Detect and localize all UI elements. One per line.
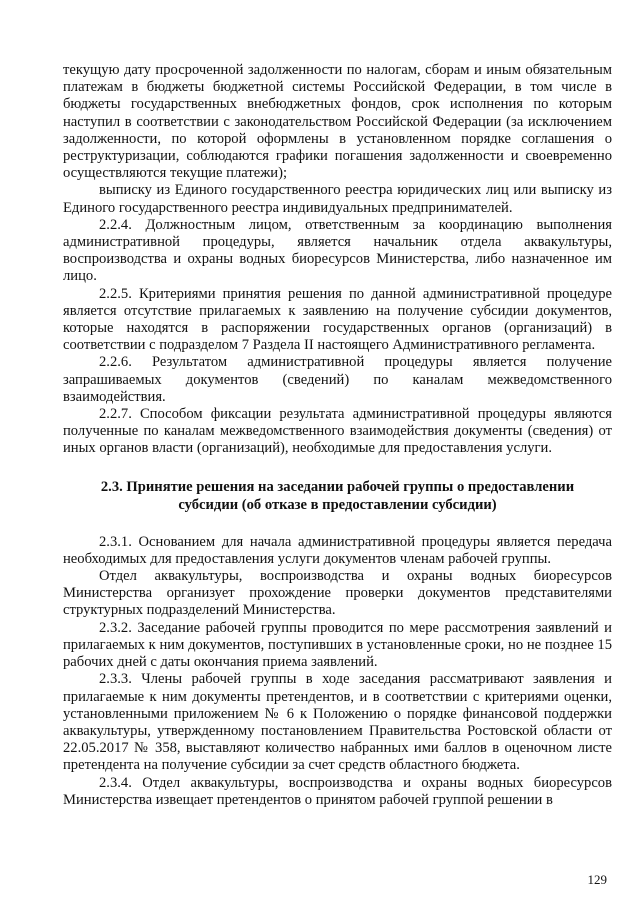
paragraph-2-3-2: 2.3.2. Заседание рабочей группы проводится по мере рассмотрения заявлений и прилагаемых к ним документов, поступивших в установленные сроки, но не позднее 15 рабочих дней с даты окончания приема заявлений. xyxy=(63,619,612,671)
section-heading-line-2: субсидии (об отказе в предоставлении субсидии) xyxy=(178,496,497,513)
paragraph-2-2-5: 2.2.5. Критериями принятия решения по данной административной процедуре является отсутствие прилагаемых к заявлению на получение субсидии документов, которые находятся в распоряжении государственных органов (организаций) в соответствии с подразделом 7 Раздела II настоящего Административного регламента. xyxy=(63,285,612,354)
section-heading-line-1: 2.3. Принятие решения на заседании рабочей группы о предоставлении xyxy=(100,478,575,495)
paragraph-2-3-3: 2.3.3. Члены рабочей группы в ходе заседания рассматривают заявления и прилагаемые к ним документы претендентов, и в соответствии с критериями оценки, установленными приложением № 6 к Положению о порядке финансовой поддержки аквакультуры, утвержденному постановлением Правительства Ростовской области от 22.05.2017 № 358, выставляют количество набранных ими баллов в оценочном листе претендента на получение субсидии за счет средств областного бюджета. xyxy=(63,671,612,774)
paragraph-2-2-7: 2.2.7. Способом фиксации результата административной процедуры являются полученные по каналам межведомственного взаимодействия документы (сведения) от иных органов власти (организаций), необходимые для предоставления услуги. xyxy=(63,406,612,457)
paragraph-2-2-6: 2.2.6. Результатом административной процедуры является получение запрашиваемых документов (сведений) по каналам межведомственного взаимодействия. xyxy=(63,354,612,405)
paragraph-2-3-1: 2.3.1. Основанием для начала административной процедуры является передача необходимых для предоставления услуги документов членам рабочей группы. xyxy=(63,533,612,567)
page-number: 129 xyxy=(587,872,607,887)
paragraph-registry-extract: выписку из Единого государственного реестра юридических лиц или выписку из Единого государственного реестра индивидуальных предпринимателей. xyxy=(63,182,612,216)
document-body xyxy=(63,62,612,809)
paragraph-2-3-4: 2.3.4. Отдел аквакультуры, воспроизводства и охраны водных биоресурсов Министерства извещает претендентов о принятом рабочей группой решении в xyxy=(63,774,612,808)
paragraph-2-2-4: 2.2.4. Должностным лицом, ответственным за координацию выполнения административной процедуры, является начальник отдела аквакультуры, воспроизводства и охраны водных биоресурсов Министерства, либо назначенное им лицо. xyxy=(63,216,612,285)
paragraph-debt-clause: текущую дату просроченной задолженности по налогам, сборам и иным обязательным платежам в бюджеты бюджетной системы Российской Федерации, в том числе в бюджеты государственных внебюджетных фондов, срок исполнения по которым наступил в соответствии с законодательством Российской Федерации (за исключением задолженности, по которой оформлены в установленном порядке соглашения о реструктуризации, соблюдаются графики погашения задолженности и своевременно осуществляются текущие платежи); xyxy=(63,62,612,182)
section-heading-2-3 xyxy=(63,478,612,514)
paragraph-department-check: Отдел аквакультуры, воспроизводства и охраны водных биоресурсов Министерства организует прохождение проверки документов представителями структурных подразделений Министерства. xyxy=(63,568,612,619)
